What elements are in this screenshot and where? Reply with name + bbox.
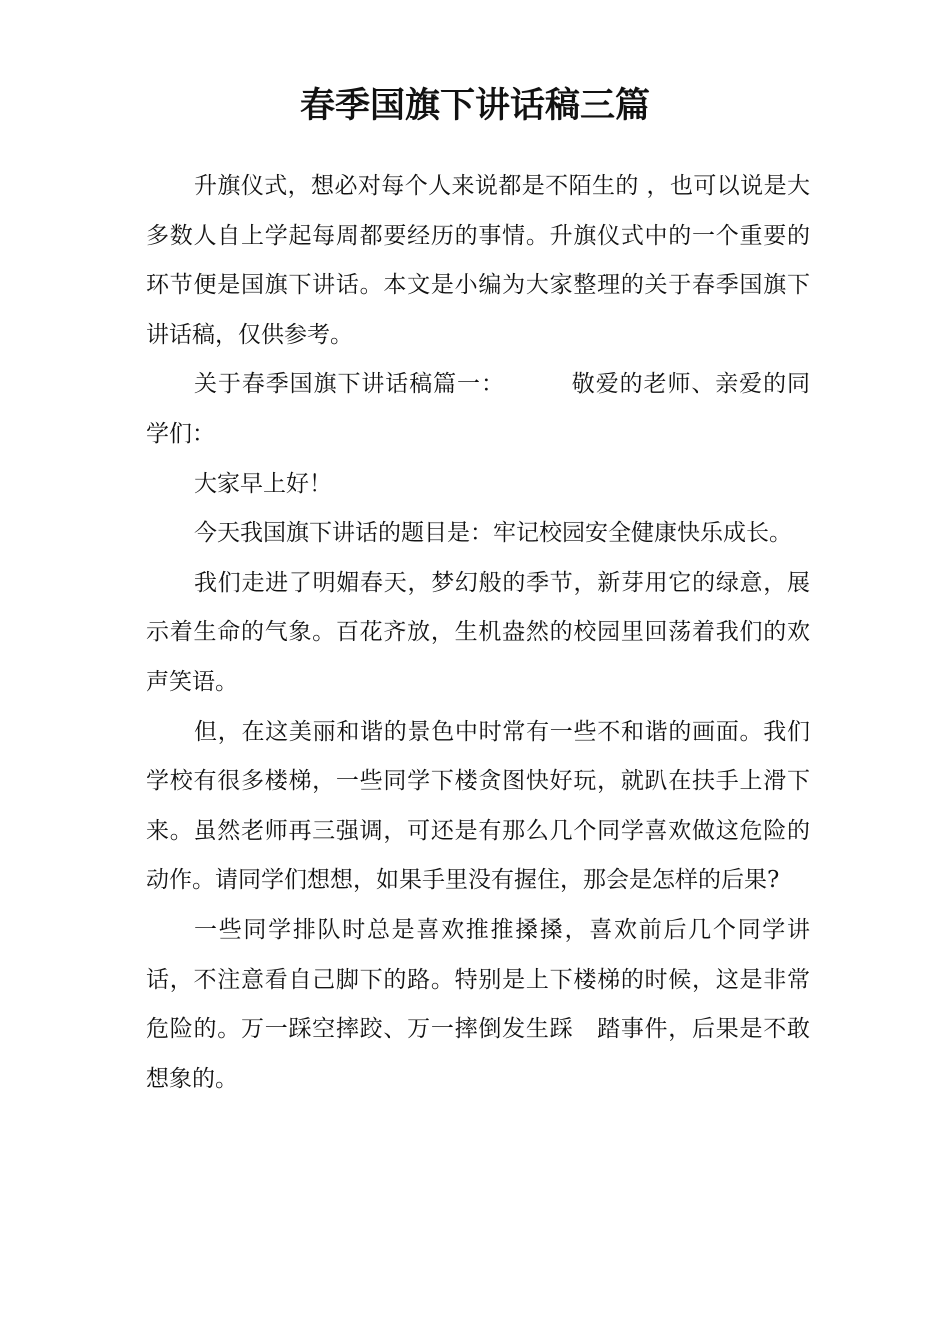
salutation: 敬爱的老师、亲爱的同学们： [146, 371, 811, 447]
stairs-paragraph: 但，在这美丽和谐的景色中时常有一些不和谐的画面。我们学校有很多楼梯，一些同学下楼贪图快好玩，就趴在扶手上滑下来。虽然老师再三强调，可还是有那么几个同学喜欢做这危险的动作。请同学们想想，如果手里没有握住，那会是怎样的后果? [146, 718, 810, 894]
queue-paragraph: 一些同学排队时总是喜欢推推搡搡，喜欢前后几个同学讲话，不注意看自己脚下的路。特别是上下楼梯的时候，这是非常危险的。万一踩空摔跤、万一摔倒发生踩 踏事件，后果是不敢想象的。 [146, 916, 810, 1092]
greeting-paragraph: 大家早上好！ [194, 470, 332, 497]
section-heading: 关于春季国旗下讲话稿篇一： [194, 371, 505, 398]
intro-paragraph: 升旗仪式，想必对每个人来说都是不陌生的 ，也可以说是大多数人自上学起每周都要经历的事情。升旗仪式中的一个重要的环节便是国旗下讲话。本文是小编为大家整理的关于春季国旗下讲话稿，仅供参考。 [146, 173, 810, 348]
spring-paragraph: 我们走进了明媚春天，梦幻般的季节，新芽用它的绿意，展示着生命的气象。百花齐放，生机盎然的校园里回荡着我们的欢声笑语。 [146, 569, 810, 695]
document-title: 春季国旗下讲话稿三篇 [299, 85, 650, 126]
document-body [146, 162, 810, 1104]
topic-paragraph: 今天我国旗下讲话的题目是：牢记校园安全健康快乐成长。 [194, 520, 792, 547]
section-heading-paragraph [146, 360, 810, 459]
